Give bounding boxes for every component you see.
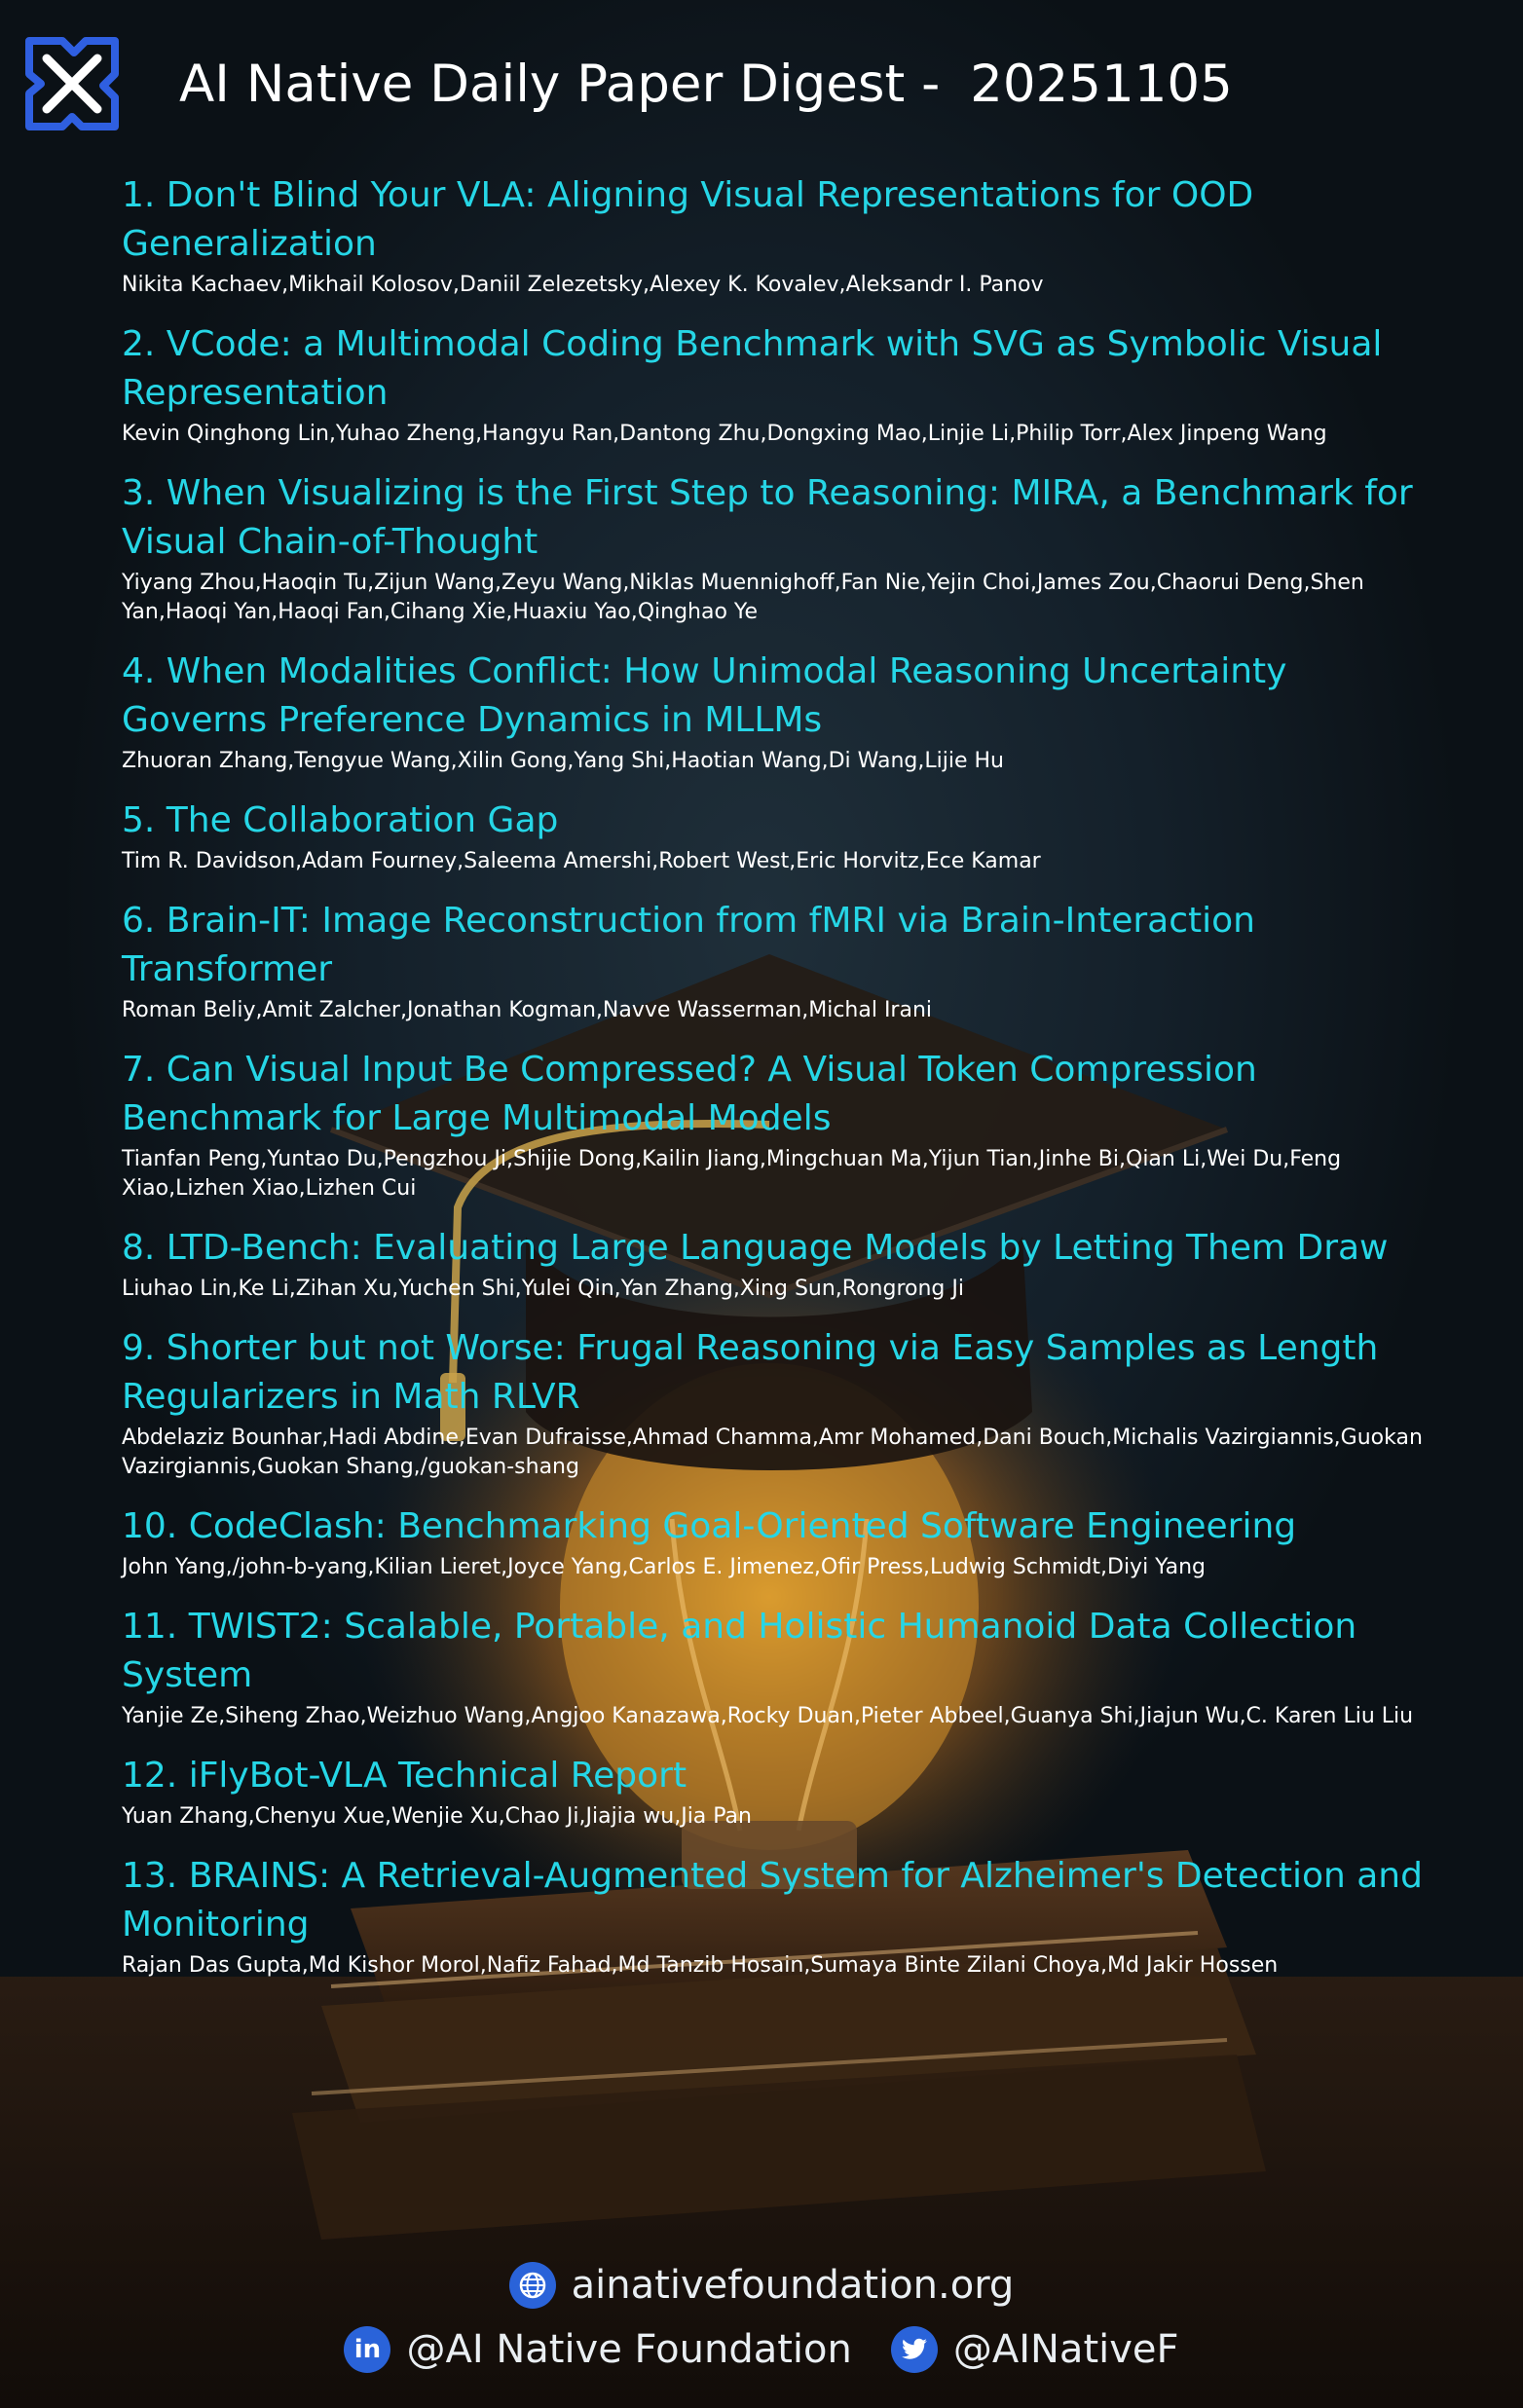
paper-title[interactable]: 8. LTD-Bench: Evaluating Large Language Models by Letting Them Draw bbox=[122, 1228, 1389, 1268]
paper-item-1 bbox=[122, 171, 1436, 300]
paper-item-8 bbox=[122, 1224, 1436, 1304]
ai-native-logo-icon bbox=[23, 35, 121, 132]
paper-title[interactable]: 10. CodeClash: Benchmarking Goal-Oriented Software Engineering bbox=[122, 1506, 1297, 1546]
paper-item-13 bbox=[122, 1852, 1436, 1981]
paper-item-4 bbox=[122, 648, 1436, 776]
twitter-icon bbox=[891, 2326, 938, 2373]
paper-title[interactable]: 13. BRAINS: A Retrieval-Augmented System for Alzheimer's Detection and Monitoring bbox=[122, 1856, 1423, 1945]
paper-authors: Kevin Qinghong Lin,Yuhao Zheng,Hangyu Ran,Dantong Zhu,Dongxing Mao,Linjie Li,Philip Torr,Alex Jinpeng Wang bbox=[122, 422, 1327, 446]
paper-authors: Tianfan Peng,Yuntao Du,Pengzhou Ji,Shijie Dong,Kailin Jiang,Mingchuan Ma,Yijun Tian,Jinhe Bi,Qian Li,Wei Du,Feng Xiao,Lizhen Xiao,Lizhen Cui bbox=[122, 1147, 1342, 1201]
paper-title[interactable]: 5. The Collaboration Gap bbox=[122, 800, 559, 840]
paper-title[interactable]: 9. Shorter but not Worse: Frugal Reasoning via Easy Samples as Length Regularizers in Math RLVR bbox=[122, 1328, 1379, 1417]
paper-authors: Zhuoran Zhang,Tengyue Wang,Xilin Gong,Yang Shi,Haotian Wang,Di Wang,Lijie Hu bbox=[122, 749, 1004, 773]
paper-title[interactable]: 7. Can Visual Input Be Compressed? A Visual Token Compression Benchmark for Large Multimodal Models bbox=[122, 1050, 1257, 1138]
social-row bbox=[344, 2318, 1178, 2381]
paper-authors: Tim R. Davidson,Adam Fourney,Saleema Amershi,Robert West,Eric Horvitz,Ece Kamar bbox=[122, 849, 1041, 873]
paper-authors: Yiyang Zhou,Haoqin Tu,Zijun Wang,Zeyu Wang,Niklas Muennighoff,Fan Nie,Yejin Choi,James Zou,Chaorui Deng,Shen Yan,Haoqi Yan,Haoqi Fan,Cihang Xie,Huaxiu Yao,Qinghao Ye bbox=[122, 571, 1364, 624]
paper-title[interactable]: 12. iFlyBot-VLA Technical Report bbox=[122, 1756, 687, 1796]
digest-date: 20251105 bbox=[970, 54, 1233, 114]
paper-authors: Liuhao Lin,Ke Li,Zihan Xu,Yuchen Shi,Yulei Qin,Yan Zhang,Xing Sun,Rongrong Ji bbox=[122, 1277, 964, 1301]
paper-item-3 bbox=[122, 469, 1436, 627]
linkedin-icon: in bbox=[344, 2326, 390, 2373]
page-title: AI Native Daily Paper Digest - bbox=[179, 54, 957, 114]
paper-authors: Nikita Kachaev,Mikhail Kolosov,Daniil Zelezetsky,Alexey K. Kovalev,Aleksandr I. Panov bbox=[122, 273, 1044, 297]
paper-authors: Roman Beliy,Amit Zalcher,Jonathan Kogman,Navve Wasserman,Michal Irani bbox=[122, 998, 933, 1022]
paper-title[interactable]: 6. Brain-IT: Image Reconstruction from fMRI via Brain-Interaction Transformer bbox=[122, 901, 1255, 989]
paper-title[interactable]: 2. VCode: a Multimodal Coding Benchmark with SVG as Symbolic Visual Representation bbox=[122, 324, 1383, 413]
paper-title[interactable]: 4. When Modalities Conflict: How Unimodal Reasoning Uncertainty Governs Preference Dynamics in MLLMs bbox=[122, 651, 1287, 740]
footer bbox=[0, 2254, 1523, 2383]
paper-item-9 bbox=[122, 1324, 1436, 1482]
paper-authors: Yanjie Ze,Siheng Zhao,Weizhuo Wang,Angjoo Kanazawa,Rocky Duan,Pieter Abbeel,Guanya Shi,Jiajun Wu,C. Karen Liu Liu bbox=[122, 1704, 1414, 1728]
website-row bbox=[509, 2254, 1015, 2316]
paper-item-2 bbox=[122, 320, 1436, 449]
paper-authors: Rajan Das Gupta,Md Kishor Morol,Nafiz Fahad,Md Tanzib Hosain,Sumaya Binte Zilani Choya,Md Jakir Hossen bbox=[122, 1953, 1279, 1978]
paper-item-7 bbox=[122, 1046, 1436, 1204]
website-link[interactable]: ainativefoundation.org bbox=[571, 2263, 1015, 2308]
header bbox=[23, 33, 1233, 134]
paper-item-6 bbox=[122, 897, 1436, 1025]
paper-item-5 bbox=[122, 796, 1436, 876]
paper-title[interactable]: 11. TWIST2: Scalable, Portable, and Holistic Humanoid Data Collection System bbox=[122, 1607, 1357, 1695]
paper-list bbox=[122, 171, 1436, 1981]
twitter-handle[interactable]: @AINativeF bbox=[952, 2327, 1179, 2372]
paper-item-11 bbox=[122, 1603, 1436, 1731]
paper-authors: John Yang,/john-b-yang,Kilian Lieret,Joyce Yang,Carlos E. Jimenez,Ofir Press,Ludwig Schmidt,Diyi Yang bbox=[122, 1555, 1206, 1579]
linkedin-handle[interactable]: @AI Native Foundation bbox=[406, 2327, 852, 2372]
paper-item-10 bbox=[122, 1502, 1436, 1582]
paper-title[interactable]: 3. When Visualizing is the First Step to Reasoning: MIRA, a Benchmark for Visual Chain-of-Thought bbox=[122, 473, 1413, 562]
paper-authors: Yuan Zhang,Chenyu Xue,Wenjie Xu,Chao Ji,Jiajia wu,Jia Pan bbox=[122, 1804, 752, 1829]
paper-item-12 bbox=[122, 1752, 1436, 1832]
paper-title[interactable]: 1. Don't Blind Your VLA: Aligning Visual Representations for OOD Generalization bbox=[122, 175, 1254, 264]
globe-icon bbox=[509, 2262, 556, 2309]
paper-authors: Abdelaziz Bounhar,Hadi Abdine,Evan Dufraisse,Ahmad Chamma,Amr Mohamed,Dani Bouch,Michalis Vazirgiannis,Guokan Vazirgiannis,Guokan Shang,/guokan-shang bbox=[122, 1426, 1423, 1479]
